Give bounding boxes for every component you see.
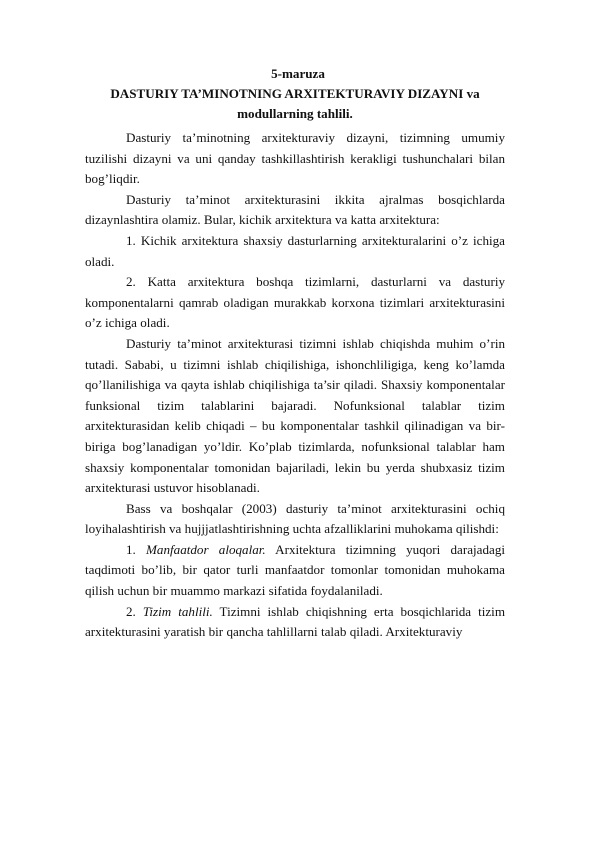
paragraph-2: Dasturiy ta’minot arxitekturasini ikkita ajralmas bosqichlarda dizaynlashtira olamiz. Bular, kichik arxitektura va katta arxitektura:: [85, 191, 505, 228]
list-number: 1.: [126, 541, 147, 557]
lecture-number: 5-maruza: [271, 66, 325, 81]
list-item-system-analysis: [85, 602, 505, 643]
document-title-line-2: modullarning tahlili.: [237, 106, 353, 121]
list-term: Manfaatdor aloqalar.: [146, 541, 266, 557]
document-page: [85, 64, 505, 643]
list-item-small-architecture: 1. Kichik arxitektura shaxsiy dasturlarning arxitekturalarini o’z ichiga oladi.: [85, 232, 505, 269]
list-text: Tizimni ishlab chiqishning erta bosqichlarida tizim arxitekturasini yaratish bir qancha tahlillarni talab qiladi. Arxitekturaviy: [85, 603, 505, 640]
list-item-large-architecture: 2. Katta arxitektura boshqa tizimlarni, dasturlarni va dasturiy komponentalarni qamrab oladigan murakkab korxona tizimlari arxitekturasini o’z ichiga oladi.: [85, 274, 505, 331]
list-item-stakeholder-communication: [85, 540, 505, 602]
list-number: 2.: [126, 603, 143, 619]
paragraph-4: Bass va boshqalar (2003) dasturiy ta’minot arxitekturasini ochiq loyihalashtirish va hujjjatlashtirishning uchta afzalliklarini muhokama qilishdi:: [85, 500, 505, 537]
paragraph-1: Dasturiy ta’minotning arxitekturaviy dizayni, tizimning umumiy tuzilishi dizayni va uni qanday tashkillashtirish kerakligi tushunchalari bilan bog’liqdir.: [85, 130, 505, 187]
document-title-line-1: DASTURIY TA’MINOTNING ARXITEKTURAVIY DIZAYNI va: [110, 86, 480, 101]
list-text: Arxitektura tizimning yuqori darajadagi taqdimoti bo’lib, bir qator turli manfaatdor tomonlar tomonidan muhokama qilish uchun bir muammo markazi sifatida foydalaniladi.: [85, 541, 506, 599]
list-term: Tizim tahlili.: [142, 603, 213, 619]
paragraph-3: Dasturiy ta’minot arxitekturasi tizimni ishlab chiqishda muhim o’rin tutadi. Sababi, u tizimni ishlab chiqilishiga, ishonchliligiga, keng ko’lamda qo’llanilishiga va qayta ishlab chiqilishiga ta’sir qiladi. Shaxsiy komponentalar funksional tizim talablarini bajaradi. Nofunksional talablar tizim arxitekturasidan kelib chiqadi – bu komponentalar tashkil qilinadigan va bir-biriga bog’lanadigan yo’ldir. Ko’plab tizimlarda, nofunksional talablar ham shaxsiy komponentalar tomonidan bajariladi, lekin bu yerda shubxasiz tizim arxitekturasi ustuvor hisoblanadi.: [85, 335, 505, 496]
